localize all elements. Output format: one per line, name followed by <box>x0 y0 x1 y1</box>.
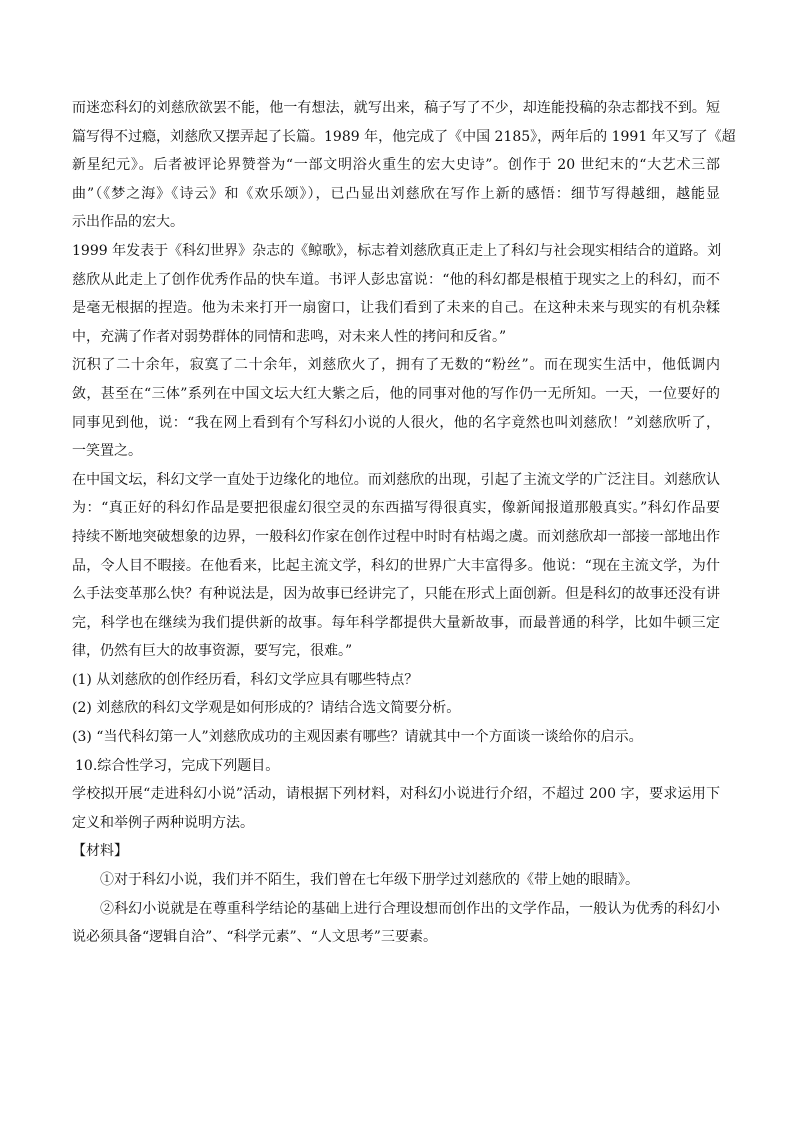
text-line: 持续不断地突破想象的边界，一般科幻作家在创作过程中时时有枯竭之虞。而刘慈欣却一部接一部地出作 <box>72 528 720 545</box>
text-line: 曲”（《梦之海》《诗云》和《欢乐颂》），已凸显出刘慈欣在写作上新的感悟：细节写得越细，越能显 <box>72 185 720 202</box>
question-2: (2) 刘慈欣的科幻文学观是如何形成的？请结合选文简要分析。 <box>72 700 461 717</box>
task-instruction-line: 定义和举例子两种说明方法。 <box>72 814 254 831</box>
text-line: 一笑置之。 <box>72 443 142 460</box>
paragraph-career <box>72 94 736 237</box>
text-line: 新星纪元》。后者被评论界赞誉为“一部文明浴火重生的宏大史诗”。创作于 20 世纪末的“大艺术三部 <box>72 157 720 174</box>
paragraph-fame <box>72 351 720 465</box>
paragraph-literary-status <box>72 466 720 666</box>
question-1: (1) 从刘慈欣的创作经历看，科幻文学应具有哪些特点？ <box>72 671 419 688</box>
question-3: (3) “当代科幻第一人”刘慈欣成功的主观因素有哪些？请就其中一个方面谈一谈给你的启示。 <box>72 729 643 746</box>
text-line: 同事见到他，说：“我在网上看到有个写科幻小说的人很火，他的名字竟然也叫刘慈欣！”刘慈欣听了， <box>72 414 720 431</box>
text-line: 沉积了二十余年，寂寞了二十余年，刘慈欣火了，拥有了无数的“粉丝”。而在现实生活中，他低调内 <box>72 357 720 374</box>
material-item-2: ②科幻小说就是在尊重科学结论的基础上进行合理设想而创作出的文学作品，一般认为优秀的科幻小 <box>100 900 720 917</box>
paragraph-whale-song <box>72 237 720 351</box>
text-line: 完，科学也在继续为我们提供新的故事。每年科学都提供大量新故事，而最普通的科学，比如牛顿三定 <box>72 614 720 631</box>
text-line: 1999 年发表于《科幻世界》杂志的《鲸歌》，标志着刘慈欣真正走上了科幻与社会现实相结合的道路。刘 <box>72 242 722 259</box>
document-page <box>72 94 736 952</box>
task-section <box>72 752 720 952</box>
text-line: 敛，甚至在“三体”系列在中国文坛大红大紫之后，他的同事对他的写作仍一无所知。一天，一位要好的 <box>72 385 720 402</box>
material-label: 【材料】 <box>72 843 128 860</box>
text-line: 篇写得不过瘾，刘慈欣又摆弄起了长篇。1989 年，他完成了《中国 2185》，两年后的 1991 年又写了《超 <box>72 128 736 145</box>
text-line: 品，令人目不暇接。在他看来，比起主流文学，科幻的世界广大丰富得多。他说：“现在主流文学，为什 <box>72 557 720 574</box>
text-line: 中，充满了作者对弱势群体的同情和悲鸣，对未来人性的拷问和反省。” <box>72 328 507 345</box>
text-line: 慈欣从此走上了创作优秀作品的快车道。书评人彭忠富说：“他的科幻都是根植于现实之上的科幻，而不 <box>72 271 720 288</box>
task-instruction-line: 学校拟开展“走进科幻小说”活动，请根据下列材料，对科幻小说进行介绍，不超过 200 字，要求运用下 <box>72 786 720 803</box>
text-line: 是毫无根据的捏造。他为未来打开一扇窗口，让我们看到了未来的自己。在这种未来与现实的有机杂糅 <box>72 300 720 317</box>
material-item-2-continued: 说必须具备“逻辑自洽”、“科学元素”、“人文思考”三要素。 <box>72 929 437 946</box>
text-line: 而迷恋科幻的刘慈欣欲罢不能，他一有想法，就写出来，稿子写了不少，却连能投稿的杂志都找不到。短 <box>72 100 720 116</box>
task-title: 10.综合性学习，完成下列题目。 <box>75 757 280 774</box>
text-line: 在中国文坛，科幻文学一直处于边缘化的地位。而刘慈欣的出现，引起了主流文学的广泛注目。刘慈欣认 <box>72 471 720 488</box>
text-line: 么手法变革那么快？有种说法是，因为故事已经讲完了，只能在形式上面创新。但是科幻的故事还没有讲 <box>72 586 720 603</box>
text-line: 示出作品的宏大。 <box>72 214 184 231</box>
question-list <box>72 666 720 752</box>
text-line: 为：“真正好的科幻作品是要把很虚幻很空灵的东西描写得很真实，像新闻报道那般真实。”科幻作品要 <box>72 500 720 517</box>
material-item-1: ①对于科幻小说，我们并不陌生，我们曾在七年级下册学过刘慈欣的《带上她的眼睛》。 <box>100 872 639 889</box>
text-line: 律，仍然有巨大的故事资源，要写完，很难。” <box>72 643 353 660</box>
